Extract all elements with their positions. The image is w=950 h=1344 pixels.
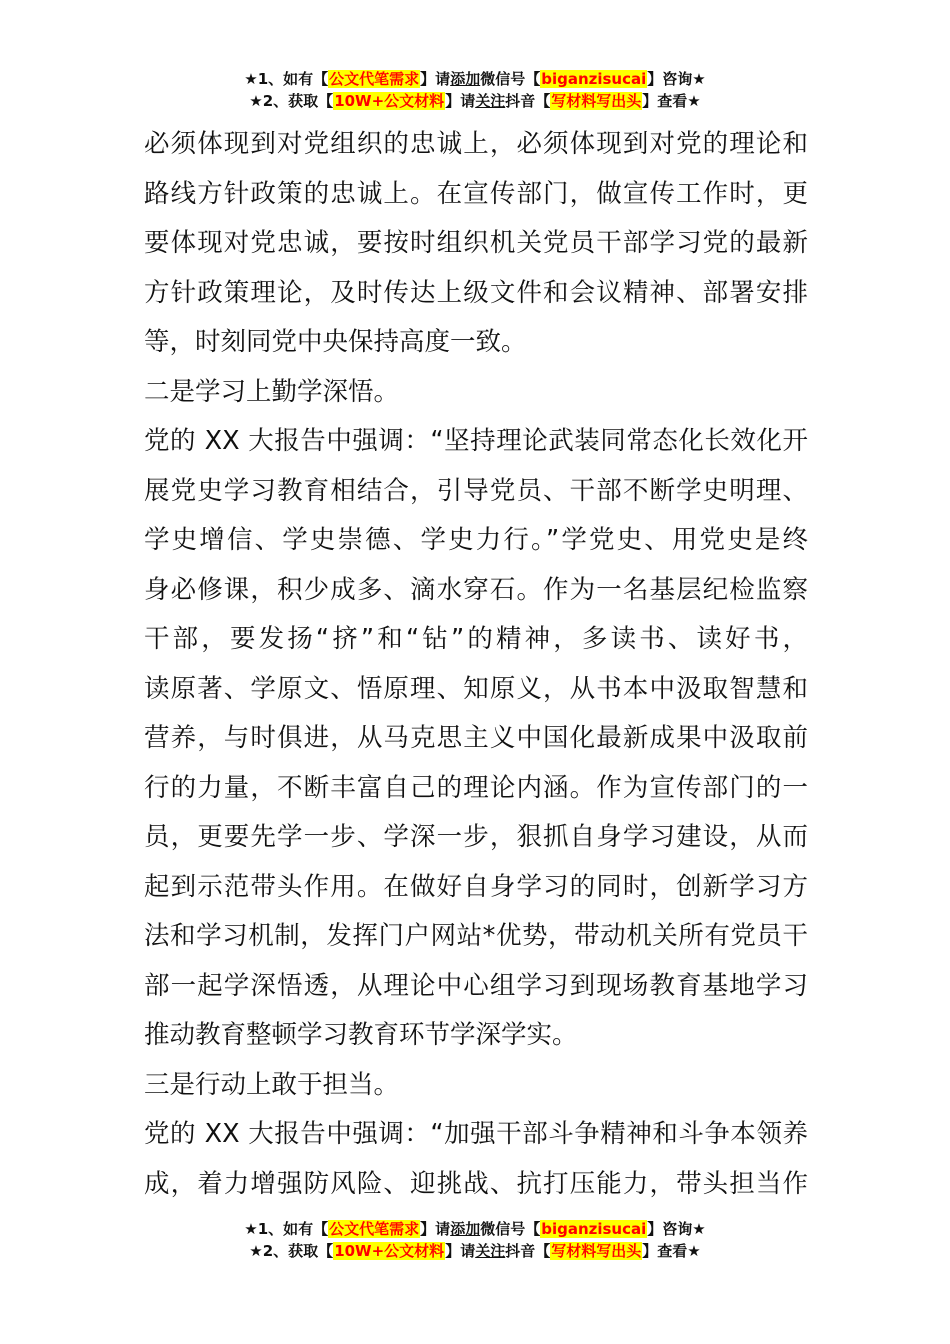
banner-line1-highlight-wechat: biganzisucai — [541, 70, 647, 88]
body-line-paragraph-end: 等，时刻同党中央保持高度一致。 — [144, 327, 527, 357]
body-line: 起到示范带头作用。在做好自身学习的同时，创新学习方 — [144, 871, 808, 902]
banner-line1-prefix: ★1、如有【 — [244, 70, 329, 88]
banner-line2-prefix: ★2、获取【 — [249, 92, 334, 110]
body-line: 部一起学深悟透，从理论中心组学习到现场教育基地学习 — [144, 970, 808, 1001]
body-line: 干部，要发扬“挤”和“钻”的精神，多读书、读好书， — [144, 624, 808, 654]
footer-line1-mid2: 微信号【 — [480, 1220, 541, 1238]
banner-line-1 — [0, 68, 950, 90]
body-line: 要体现对党忠诚，要按时组织机关党员干部学习党的最新 — [144, 228, 808, 258]
body-line: 必须体现到对党组织的忠诚上，必须体现到对党的理论和 — [144, 129, 808, 159]
banner-line2-suffix: 】查看★ — [642, 92, 701, 110]
banner-line1-mid1: 】请 — [420, 70, 451, 88]
footer-line1-mid1: 】请 — [420, 1220, 451, 1238]
body-line: 路线方针政策的忠诚上。在宣传部门，做宣传工作时，更 — [144, 178, 808, 209]
footer-line2-highlight-materials: 10W+公文材料 — [334, 1242, 445, 1260]
document-body — [144, 120, 808, 1209]
footer-banner — [0, 1218, 950, 1262]
body-line-paragraph-end: 推动教育整顿学习教育环节学深学实。 — [144, 1020, 578, 1050]
footer-line2-underlined: 关注 — [475, 1242, 506, 1260]
body-line: 党的 XX 大报告中强调：“坚持理论武装同常态化长效化开 — [144, 426, 808, 456]
body-line: 展党史学习教育相结合，引导党员、干部不断学史明理、 — [144, 475, 808, 506]
footer-line2-suffix: 】查看★ — [642, 1242, 701, 1260]
body-line: 党的 XX 大报告中强调：“加强干部斗争精神和斗争本领养 — [144, 1119, 808, 1149]
footer-line1-underlined: 添加 — [450, 1220, 481, 1238]
body-line: 读原著、学原文、悟原理、知原义，从书本中汲取智慧和 — [144, 673, 808, 704]
footer-line2-prefix: ★2、获取【 — [249, 1242, 334, 1260]
footer-line1-suffix: 】咨询★ — [647, 1220, 706, 1238]
body-line: 行的力量，不断丰富自己的理论内涵。作为宣传部门的一 — [144, 772, 808, 803]
banner-line-2 — [0, 90, 950, 112]
section-heading-study: 二是学习上勤学深悟。 — [144, 376, 400, 407]
footer-line1-highlight-service: 公文代笔需求 — [329, 1220, 420, 1238]
body-line: 学史增信、学史崇德、学史力行。”学党史、用党史是终 — [144, 525, 808, 555]
body-line: 营养，与时俱进，从马克思主义中国化最新成果中汲取前 — [144, 723, 808, 753]
body-line: 成，着力增强防风险、迎挑战、抗打压能力，带头担当作 — [144, 1168, 808, 1199]
section-heading-action: 三是行动上敢于担当。 — [144, 1069, 400, 1100]
banner-line2-mid2: 抖音【 — [505, 92, 551, 110]
footer-line1-highlight-wechat: biganzisucai — [541, 1220, 647, 1238]
footer-line2-mid2: 抖音【 — [505, 1242, 551, 1260]
footer-banner-line-1 — [0, 1218, 950, 1240]
banner-line2-highlight-douyin: 写材料写出头 — [551, 92, 642, 110]
banner-line1-mid2: 微信号【 — [480, 70, 541, 88]
banner-line2-highlight-materials: 10W+公文材料 — [334, 92, 445, 110]
banner-line2-mid1: 】请 — [445, 92, 476, 110]
footer-line1-prefix: ★1、如有【 — [244, 1220, 329, 1238]
body-line: 方针政策理论，及时传达上级文件和会议精神、部署安排 — [144, 277, 808, 308]
banner-line1-suffix: 】咨询★ — [647, 70, 706, 88]
footer-line2-mid1: 】请 — [445, 1242, 476, 1260]
footer-line2-highlight-douyin: 写材料写出头 — [551, 1242, 642, 1260]
banner-line2-underlined: 关注 — [475, 92, 506, 110]
body-line: 员，更要先学一步、学深一步，狠抓自身学习建设，从而 — [144, 822, 808, 852]
header-banner — [0, 68, 950, 112]
body-line: 身必修课，积少成多、滴水穿石。作为一名基层纪检监察 — [144, 574, 808, 605]
banner-line1-underlined: 添加 — [450, 70, 481, 88]
footer-banner-line-2 — [0, 1240, 950, 1262]
body-line: 法和学习机制，发挥门户网站*优势，带动机关所有党员干 — [144, 921, 808, 951]
banner-line1-highlight-service: 公文代笔需求 — [329, 70, 420, 88]
